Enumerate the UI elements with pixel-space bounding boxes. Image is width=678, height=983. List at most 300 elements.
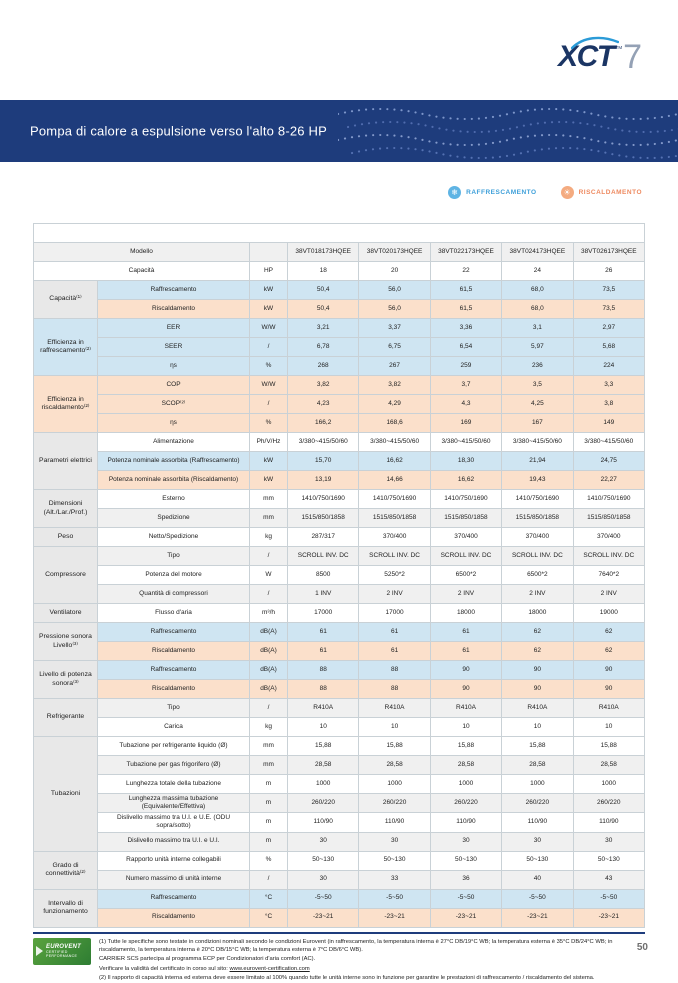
value-cell: 287/317 xyxy=(288,528,359,547)
value-cell: 2 INV xyxy=(502,585,573,604)
value-cell: 1000 xyxy=(288,775,359,794)
value-cell: 1410/750/1690 xyxy=(573,490,644,509)
table-row xyxy=(34,623,645,642)
logo-swoosh-icon xyxy=(571,35,619,50)
value-cell: 2 INV xyxy=(573,585,644,604)
table-row xyxy=(34,680,645,699)
unit-cell: mm xyxy=(250,490,288,509)
table-row xyxy=(34,870,645,889)
table-row xyxy=(34,813,645,832)
row-label-cell: Netto/Spedizione xyxy=(98,528,250,547)
value-cell: -5~50 xyxy=(359,889,430,908)
unit-cell: dB(A) xyxy=(250,661,288,680)
row-label-cell: Riscaldamento xyxy=(98,642,250,661)
value-cell: 1515/850/1858 xyxy=(430,509,501,528)
legend-heating xyxy=(561,186,642,199)
value-cell: 1515/850/1858 xyxy=(288,509,359,528)
value-cell: 1410/750/1690 xyxy=(288,490,359,509)
value-cell: 4,29 xyxy=(359,395,430,414)
table-row xyxy=(34,699,645,718)
value-cell: -23~21 xyxy=(288,908,359,927)
value-cell: 4,25 xyxy=(502,395,573,414)
table-row xyxy=(34,604,645,623)
value-cell: R410A xyxy=(359,699,430,718)
eurovent-text xyxy=(46,944,81,958)
value-cell: 30 xyxy=(502,832,573,851)
category-cell: Livello di potenza sonora⁽³⁾ xyxy=(34,661,98,699)
snowflake-icon: ❄ xyxy=(448,186,461,199)
eurovent-emblem-icon xyxy=(36,946,43,956)
value-cell: 61,5 xyxy=(430,300,501,319)
value-cell: 260/220 xyxy=(359,794,430,813)
category-cell: Dimensioni (Alt./Lar./Prof.) xyxy=(34,490,98,528)
value-cell: 88 xyxy=(288,661,359,680)
table-row xyxy=(34,414,645,433)
value-cell: 167 xyxy=(502,414,573,433)
value-cell: 268 xyxy=(288,357,359,376)
table-row xyxy=(34,471,645,490)
row-label-cell: Tubazione per refrigerante liquido (Ø) xyxy=(98,737,250,756)
unit-cell: W/W xyxy=(250,319,288,338)
category-cell: Intervallo di funzionamento xyxy=(34,889,98,927)
page-number: 50 xyxy=(637,942,648,953)
value-cell: 73,5 xyxy=(573,281,644,300)
row-label-cell: Tipo xyxy=(98,699,250,718)
value-cell: 50,4 xyxy=(288,300,359,319)
spec-table xyxy=(33,223,645,928)
row-label-cell: SCOP⁽²⁾ xyxy=(98,395,250,414)
value-cell: 1515/850/1858 xyxy=(573,509,644,528)
value-cell: 22 xyxy=(430,262,501,281)
unit-cell: m xyxy=(250,832,288,851)
footnote-3 xyxy=(99,965,645,973)
unit-cell: kW xyxy=(250,300,288,319)
value-cell: 61 xyxy=(359,642,430,661)
value-cell: 224 xyxy=(573,357,644,376)
value-cell: 10 xyxy=(288,718,359,737)
footnote-1: (1) Tutte le specifiche sono testate in condizioni nominali secondo le condizioni Eurovent (in raffrescamento, la temperatura interna è 27°C DB/19°C WB; la temperatura esterna è 35°C DB/24°C WB; in riscaldamento, la temperatura interna è 20°C DB/15°C WB; la temperatura esterna è 7°C DB/6°C WB). xyxy=(99,938,645,955)
legend-cooling xyxy=(448,186,536,199)
value-cell: 17000 xyxy=(359,604,430,623)
value-cell: 1000 xyxy=(430,775,501,794)
unit-cell: kg xyxy=(250,718,288,737)
unit-cell: kW xyxy=(250,281,288,300)
unit-cell: / xyxy=(250,699,288,718)
value-cell: 18,30 xyxy=(430,452,501,471)
value-cell: 50~130 xyxy=(573,851,644,870)
row-label-cell: Potenza nominale assorbita (Raffrescamento) xyxy=(98,452,250,471)
logo-model-number: 7 xyxy=(623,42,642,73)
value-cell: SCROLL INV. DC xyxy=(502,547,573,566)
unit-cell: kg xyxy=(250,528,288,547)
row-label-cell: Riscaldamento xyxy=(98,908,250,927)
value-cell: 43 xyxy=(573,870,644,889)
xct7-logo xyxy=(558,42,642,73)
value-cell: 61 xyxy=(430,642,501,661)
table-top-band xyxy=(34,224,645,243)
row-label-cell: Lunghezza massima tubazione (Equivalente/Effettiva) xyxy=(98,794,250,813)
value-cell: R410A xyxy=(288,699,359,718)
logo-brand-text: XCT xyxy=(558,42,614,72)
eurovent-certified-logo xyxy=(33,938,91,965)
value-cell: 26 xyxy=(573,262,644,281)
value-cell: 149 xyxy=(573,414,644,433)
unit-cell: °C xyxy=(250,908,288,927)
value-cell: 24 xyxy=(502,262,573,281)
value-cell: 88 xyxy=(359,661,430,680)
page-header xyxy=(0,0,678,100)
table-row xyxy=(34,832,645,851)
title-banner xyxy=(0,100,678,162)
value-cell: 19,43 xyxy=(502,471,573,490)
value-cell: -23~21 xyxy=(573,908,644,927)
value-cell: 3/380~415/50/60 xyxy=(573,433,644,452)
row-label-cell: Riscaldamento xyxy=(98,680,250,699)
value-cell: 1515/850/1858 xyxy=(502,509,573,528)
value-cell: 30 xyxy=(573,832,644,851)
value-cell: 2 INV xyxy=(359,585,430,604)
table-row xyxy=(34,395,645,414)
value-cell: 4,3 xyxy=(430,395,501,414)
table-row xyxy=(34,908,645,927)
value-cell: 61,5 xyxy=(430,281,501,300)
table-row xyxy=(34,737,645,756)
value-cell: 1 INV xyxy=(288,585,359,604)
value-cell: 15,70 xyxy=(288,452,359,471)
value-cell: 18000 xyxy=(502,604,573,623)
value-cell: 88 xyxy=(359,680,430,699)
value-cell: 68,0 xyxy=(502,300,573,319)
value-cell: 20 xyxy=(359,262,430,281)
value-cell: 3,3 xyxy=(573,376,644,395)
table-row xyxy=(34,376,645,395)
unit-cell: m xyxy=(250,813,288,832)
value-cell: 110/90 xyxy=(502,813,573,832)
value-cell: 90 xyxy=(502,680,573,699)
certification-url-link[interactable]: www.eurovent-certification.com xyxy=(230,966,310,972)
value-cell: 21,94 xyxy=(502,452,573,471)
table-row xyxy=(34,300,645,319)
logo-trademark: TM xyxy=(616,45,623,50)
value-cell: 15,88 xyxy=(502,737,573,756)
value-cell: 3,1 xyxy=(502,319,573,338)
unit-cell: dB(A) xyxy=(250,680,288,699)
category-cell: Compressore xyxy=(34,547,98,604)
unit-cell xyxy=(250,243,288,262)
footnote-4: (2) Il rapporto di capacità interna ed esterna deve essere limitato al 100% quando tutte le unità interne sono in funzione per garantire le prestazioni di raffrescamento / riscaldamento del sistema. xyxy=(99,974,645,982)
value-cell: 38VT020173HQEE xyxy=(359,243,430,262)
value-cell: 6,54 xyxy=(430,338,501,357)
value-cell: 28,58 xyxy=(573,756,644,775)
value-cell: 30 xyxy=(430,832,501,851)
row-label-cell: Flusso d'aria xyxy=(98,604,250,623)
table-row xyxy=(34,851,645,870)
unit-cell: / xyxy=(250,870,288,889)
value-cell: -5~50 xyxy=(573,889,644,908)
row-label-cell: Raffrescamento xyxy=(98,889,250,908)
table-row xyxy=(34,775,645,794)
value-cell: 7640*2 xyxy=(573,566,644,585)
value-cell: 14,66 xyxy=(359,471,430,490)
value-cell: 110/90 xyxy=(359,813,430,832)
value-cell: 3/380~415/50/60 xyxy=(430,433,501,452)
value-cell: 3/380~415/50/60 xyxy=(359,433,430,452)
value-cell: 33 xyxy=(359,870,430,889)
table-row xyxy=(34,262,645,281)
unit-cell: / xyxy=(250,585,288,604)
page-footer xyxy=(33,938,645,983)
unit-cell: m xyxy=(250,775,288,794)
value-cell: 6,78 xyxy=(288,338,359,357)
table-row xyxy=(34,433,645,452)
table-row xyxy=(34,642,645,661)
row-label-cell: Numero massimo di unità interne xyxy=(98,870,250,889)
value-cell: 3,37 xyxy=(359,319,430,338)
value-cell: 110/90 xyxy=(430,813,501,832)
value-cell: 62 xyxy=(502,623,573,642)
value-cell: 90 xyxy=(573,680,644,699)
row-label-cell: Raffrescamento xyxy=(98,661,250,680)
table-row xyxy=(34,566,645,585)
unit-cell: dB(A) xyxy=(250,642,288,661)
value-cell: 1410/750/1690 xyxy=(359,490,430,509)
table-row xyxy=(34,661,645,680)
row-label-cell: Tipo xyxy=(98,547,250,566)
unit-cell: / xyxy=(250,547,288,566)
value-cell: 28,58 xyxy=(502,756,573,775)
value-cell: 30 xyxy=(288,832,359,851)
value-cell: 3,5 xyxy=(502,376,573,395)
value-cell: 15,88 xyxy=(288,737,359,756)
value-cell: 62 xyxy=(502,642,573,661)
value-cell: 30 xyxy=(359,832,430,851)
value-cell: 10 xyxy=(573,718,644,737)
row-label-cell: Esterno xyxy=(98,490,250,509)
value-cell: 3,8 xyxy=(573,395,644,414)
value-cell: R410A xyxy=(573,699,644,718)
value-cell: -5~50 xyxy=(502,889,573,908)
value-cell: 3,82 xyxy=(288,376,359,395)
value-cell: 90 xyxy=(430,661,501,680)
value-cell: -5~50 xyxy=(288,889,359,908)
row-label-cell: Dislivello massimo tra U.I. e U.I. xyxy=(98,832,250,851)
value-cell: 88 xyxy=(288,680,359,699)
table-row xyxy=(34,319,645,338)
category-cell: Tubazioni xyxy=(34,737,98,852)
value-cell: 5,97 xyxy=(502,338,573,357)
value-cell: 50~130 xyxy=(288,851,359,870)
unit-cell: W/W xyxy=(250,376,288,395)
row-label-cell: Alimentazione xyxy=(98,433,250,452)
category-cell: Grado di connettività⁽²⁾ xyxy=(34,851,98,889)
table-row xyxy=(34,547,645,566)
value-cell: -23~21 xyxy=(430,908,501,927)
value-cell: SCROLL INV. DC xyxy=(430,547,501,566)
value-cell: 3/380~415/50/60 xyxy=(288,433,359,452)
value-cell: 5,68 xyxy=(573,338,644,357)
value-cell: 61 xyxy=(288,623,359,642)
table-row xyxy=(34,718,645,737)
table-row xyxy=(34,338,645,357)
value-cell: 15,88 xyxy=(359,737,430,756)
value-cell: 36 xyxy=(430,870,501,889)
value-cell: 16,62 xyxy=(430,471,501,490)
value-cell: 50~130 xyxy=(502,851,573,870)
value-cell: 1000 xyxy=(359,775,430,794)
unit-cell: dB(A) xyxy=(250,623,288,642)
value-cell: SCROLL INV. DC xyxy=(359,547,430,566)
footnote-3-text: Verificare la validità del certificato in corso sul sito: xyxy=(99,966,230,972)
value-cell: 90 xyxy=(573,661,644,680)
value-cell: 18000 xyxy=(430,604,501,623)
table-row xyxy=(34,509,645,528)
value-cell: 19000 xyxy=(573,604,644,623)
eurovent-line3: PERFORMANCE xyxy=(46,954,81,958)
value-cell: R410A xyxy=(502,699,573,718)
value-cell: 1410/750/1690 xyxy=(502,490,573,509)
value-cell: 18 xyxy=(288,262,359,281)
row-label-cell: Tubazione per gas frigorifero (Ø) xyxy=(98,756,250,775)
legend-cooling-label: RAFFRESCAMENTO xyxy=(466,189,536,196)
value-cell: 16,62 xyxy=(359,452,430,471)
value-cell: 4,23 xyxy=(288,395,359,414)
value-cell: 61 xyxy=(359,623,430,642)
value-cell: 61 xyxy=(430,623,501,642)
row-label-cell: Modello xyxy=(34,243,250,262)
unit-cell: % xyxy=(250,851,288,870)
value-cell: 3/380~415/50/60 xyxy=(502,433,573,452)
table-row xyxy=(34,452,645,471)
value-cell: 260/220 xyxy=(573,794,644,813)
value-cell: 236 xyxy=(502,357,573,376)
value-cell: 73,5 xyxy=(573,300,644,319)
row-label-cell: ηs xyxy=(98,357,250,376)
value-cell: 168,6 xyxy=(359,414,430,433)
value-cell: 62 xyxy=(573,642,644,661)
value-cell: 8500 xyxy=(288,566,359,585)
value-cell: 2 INV xyxy=(430,585,501,604)
value-cell: SCROLL INV. DC xyxy=(573,547,644,566)
unit-cell: m³/h xyxy=(250,604,288,623)
value-cell: 38VT026173HQEE xyxy=(573,243,644,262)
row-label-cell: EER xyxy=(98,319,250,338)
row-label-cell: Quantità di compressori xyxy=(98,585,250,604)
value-cell: 110/90 xyxy=(288,813,359,832)
table-row xyxy=(34,243,645,262)
table-row xyxy=(34,528,645,547)
table-row xyxy=(34,490,645,509)
row-label-cell: Carica xyxy=(98,718,250,737)
table-row xyxy=(34,357,645,376)
value-cell: 38VT024173HQEE xyxy=(502,243,573,262)
value-cell: -23~21 xyxy=(359,908,430,927)
unit-cell: / xyxy=(250,338,288,357)
unit-cell: kW xyxy=(250,471,288,490)
value-cell: 6500*2 xyxy=(430,566,501,585)
value-cell: 5250*2 xyxy=(359,566,430,585)
unit-cell: W xyxy=(250,566,288,585)
value-cell: 10 xyxy=(359,718,430,737)
category-cell: Ventilatore xyxy=(34,604,98,623)
row-label-cell: COP xyxy=(98,376,250,395)
unit-cell: % xyxy=(250,414,288,433)
row-label-cell: Potenza nominale assorbita (Riscaldamento) xyxy=(98,471,250,490)
value-cell: 1515/850/1858 xyxy=(359,509,430,528)
page-title: Pompa di calore a espulsione verso l'alto 8-26 HP xyxy=(30,124,327,139)
row-label-cell: ηs xyxy=(98,414,250,433)
value-cell: 68,0 xyxy=(502,281,573,300)
table-row xyxy=(34,794,645,813)
value-cell: 50~130 xyxy=(359,851,430,870)
row-label-cell: Capacità xyxy=(34,262,250,281)
footnotes xyxy=(99,938,645,983)
unit-cell: °C xyxy=(250,889,288,908)
value-cell: 50,4 xyxy=(288,281,359,300)
category-cell: Parametri elettrici xyxy=(34,433,98,490)
unit-cell: % xyxy=(250,357,288,376)
value-cell: 15,88 xyxy=(430,737,501,756)
value-cell: 3,82 xyxy=(359,376,430,395)
table-row xyxy=(34,585,645,604)
value-cell: 3,21 xyxy=(288,319,359,338)
value-cell: 3,36 xyxy=(430,319,501,338)
value-cell: 260/220 xyxy=(430,794,501,813)
unit-cell: m xyxy=(250,794,288,813)
wave-dots-pattern xyxy=(338,100,678,162)
value-cell: 370/400 xyxy=(573,528,644,547)
value-cell: 1000 xyxy=(573,775,644,794)
value-cell: 28,58 xyxy=(430,756,501,775)
unit-cell: Ph/V/Hz xyxy=(250,433,288,452)
row-label-cell: Potenza del motore xyxy=(98,566,250,585)
value-cell: 1410/750/1690 xyxy=(430,490,501,509)
value-cell: 166,2 xyxy=(288,414,359,433)
table-row xyxy=(34,281,645,300)
value-cell: 62 xyxy=(573,623,644,642)
footnote-2: CARRIER SCS partecipa al programma ECP per Condizionatori d'aria comfort (AC). xyxy=(99,955,645,963)
eurovent-line2: CERTIFIED xyxy=(46,950,81,954)
row-label-cell: SEER xyxy=(98,338,250,357)
row-label-cell: Spedizione xyxy=(98,509,250,528)
value-cell: 3,7 xyxy=(430,376,501,395)
value-cell: 267 xyxy=(359,357,430,376)
category-cell: Peso xyxy=(34,528,98,547)
value-cell: 2,97 xyxy=(573,319,644,338)
category-cell: Pressione sonora Livello⁽³⁾ xyxy=(34,623,98,661)
value-cell: 28,58 xyxy=(359,756,430,775)
value-cell: -23~21 xyxy=(502,908,573,927)
value-cell: 169 xyxy=(430,414,501,433)
value-cell: 50~130 xyxy=(430,851,501,870)
unit-cell: mm xyxy=(250,737,288,756)
value-cell: 38VT022173HQEE xyxy=(430,243,501,262)
category-cell: Efficienza in riscaldamento⁽²⁾ xyxy=(34,376,98,433)
value-cell: 56,0 xyxy=(359,281,430,300)
legend xyxy=(0,186,642,199)
value-cell: 40 xyxy=(502,870,573,889)
value-cell: R410A xyxy=(430,699,501,718)
row-label-cell: Riscaldamento xyxy=(98,300,250,319)
row-label-cell: Rapporto unità interne collegabili xyxy=(98,851,250,870)
table-row xyxy=(34,889,645,908)
value-cell: 1000 xyxy=(502,775,573,794)
value-cell: 370/400 xyxy=(359,528,430,547)
value-cell: 13,19 xyxy=(288,471,359,490)
value-cell: 28,58 xyxy=(288,756,359,775)
unit-cell: HP xyxy=(250,262,288,281)
value-cell: 10 xyxy=(502,718,573,737)
value-cell: 10 xyxy=(430,718,501,737)
